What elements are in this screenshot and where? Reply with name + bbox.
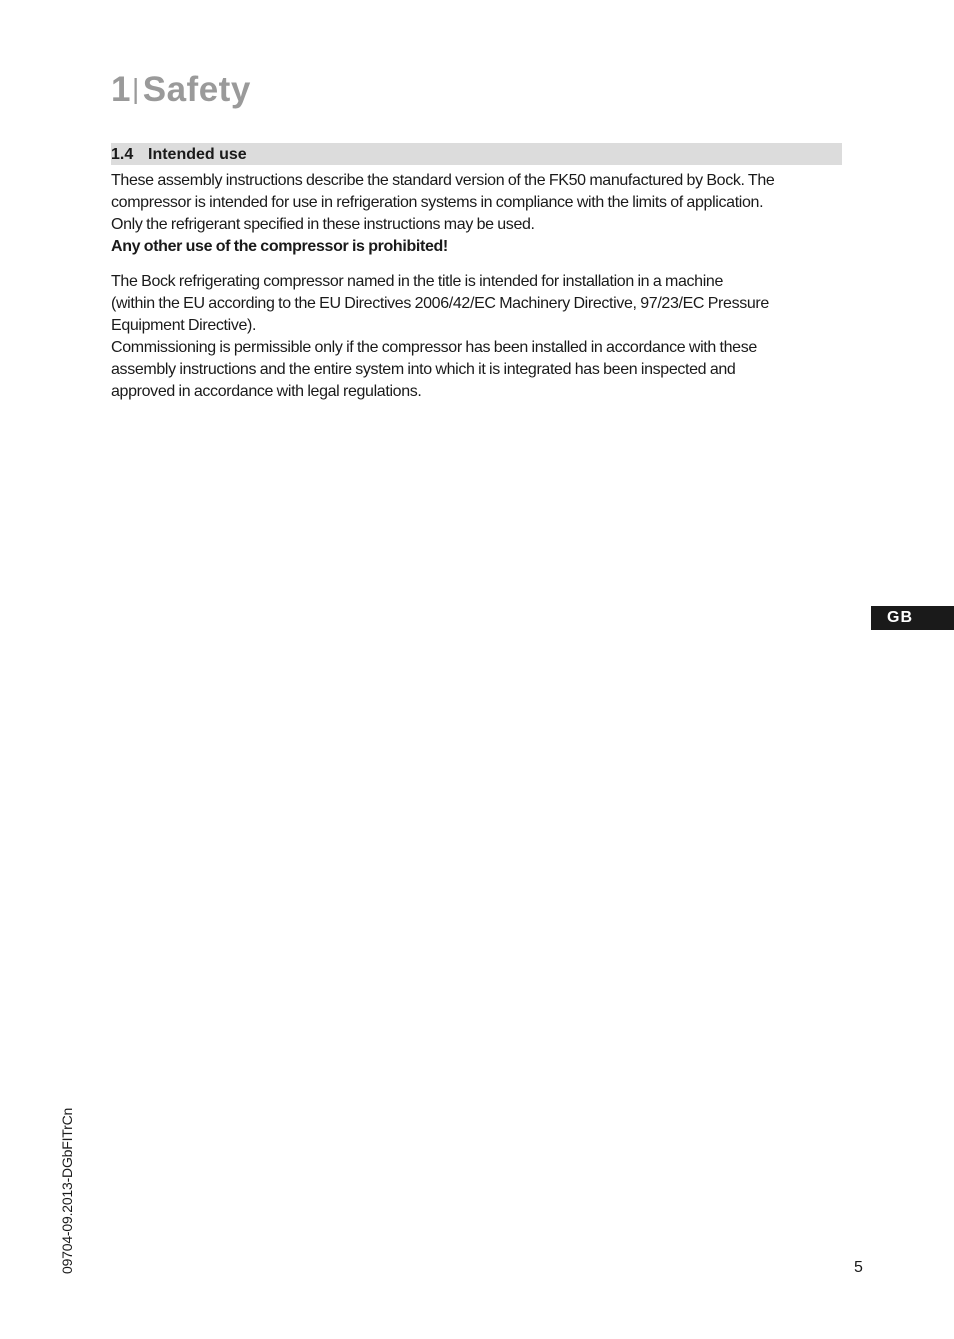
section-body xyxy=(111,170,846,403)
section-number: 1.4 xyxy=(111,146,134,163)
section-title: Intended use xyxy=(148,146,247,163)
installation-line-2: (within the EU according to the EU Directives 2006/42/EC Machinery Directive, 97/23/EC Pressure xyxy=(111,295,769,312)
section-heading xyxy=(111,144,247,165)
installation-line-1: The Bock refrigerating compressor named in the title is intended for installation in a machine xyxy=(111,273,723,290)
intro-line-3: Only the refrigerant specified in these instructions may be used. xyxy=(111,216,535,233)
prohibition-warning: Any other use of the compressor is prohibited! xyxy=(111,238,448,255)
installation-line-3: Equipment Directive). xyxy=(111,317,257,334)
chapter-title xyxy=(111,70,251,110)
intro-line-2: compressor is intended for use in refrigeration systems in compliance with the limits of application. xyxy=(111,194,764,211)
chapter-number: 1 xyxy=(111,70,131,109)
chapter-name: Safety xyxy=(142,70,251,109)
commissioning-line-3: approved in accordance with legal regulations. xyxy=(111,383,422,400)
commissioning-line-2: assembly instructions and the entire system into which it is integrated has been inspected and xyxy=(111,361,736,378)
commissioning-line-1: Commissioning is permissible only if the compressor has been installed in accordance with these xyxy=(111,339,757,356)
language-tab-gb: GB xyxy=(871,606,954,630)
document-code: 09704-09.2013-DGbFITrCn xyxy=(59,1107,75,1274)
page-number: 5 xyxy=(854,1259,863,1276)
intro-line-1: These assembly instructions describe the standard version of the FK50 manufactured by Bock. The xyxy=(111,172,775,189)
chapter-separator: | xyxy=(131,73,140,104)
